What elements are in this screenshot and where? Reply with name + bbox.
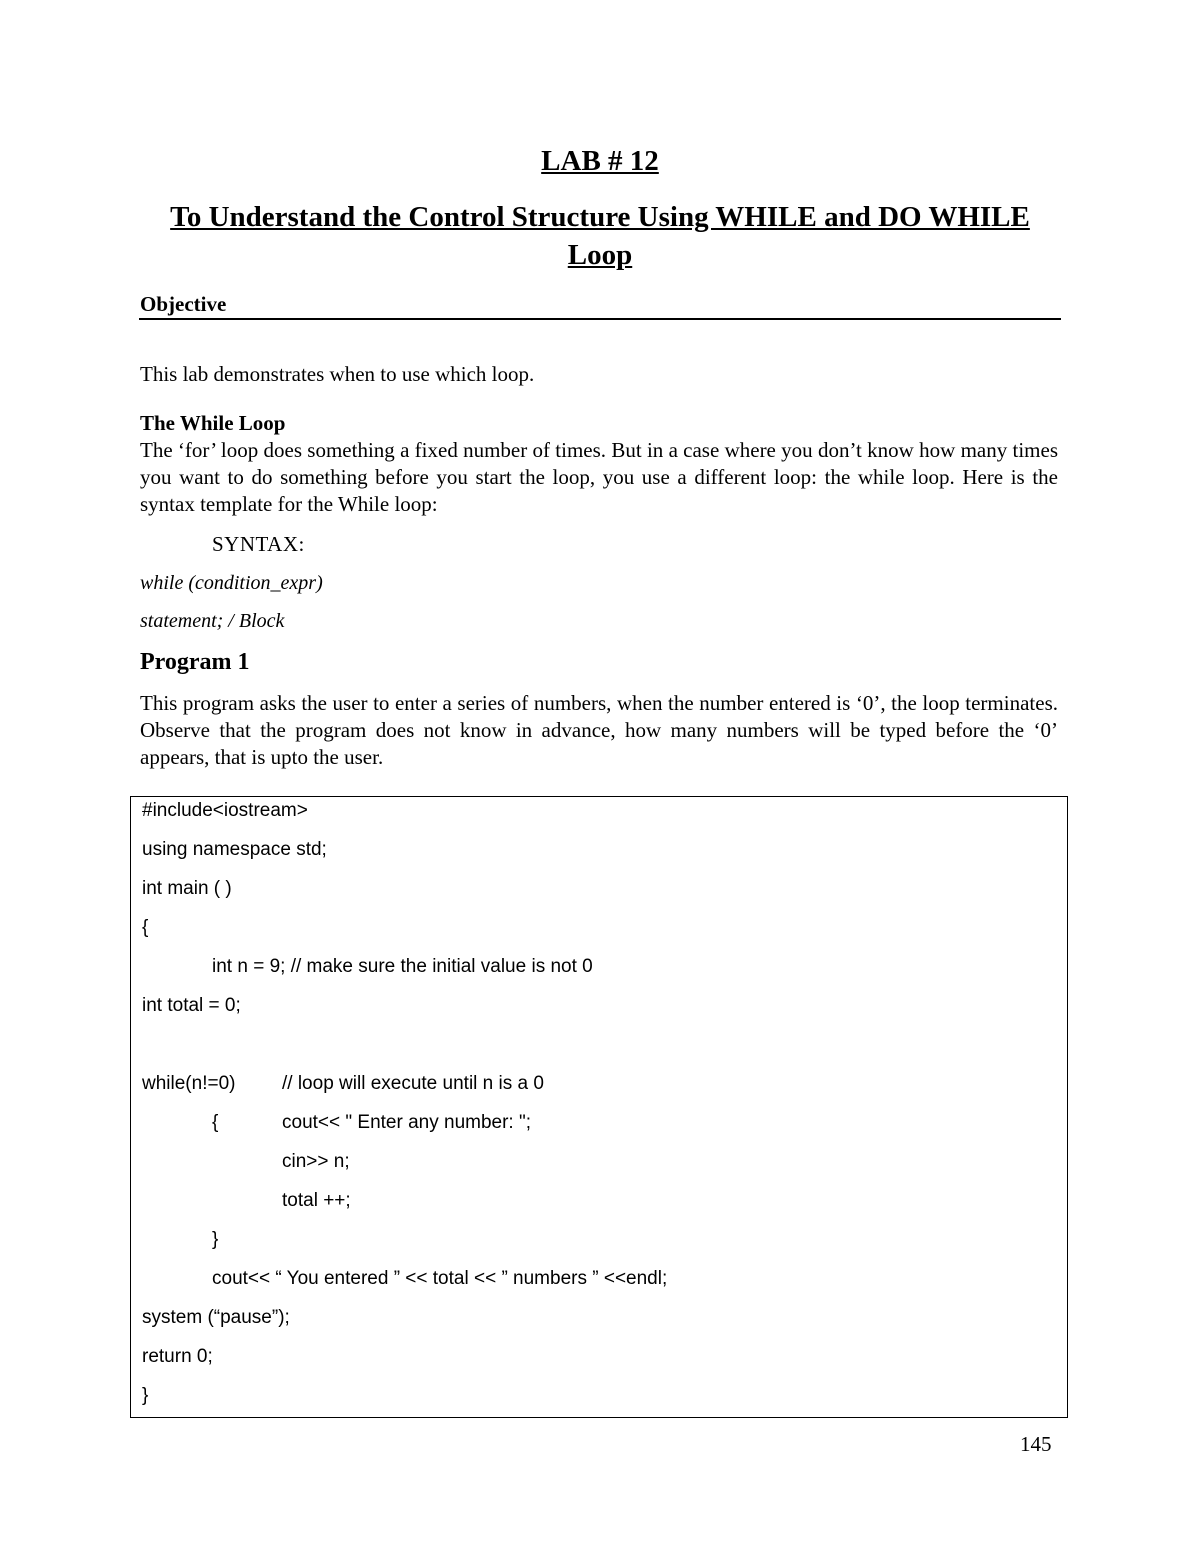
program-1-heading: Program 1 [140,649,250,675]
code-line: } [142,1385,149,1406]
code-comment: // loop will execute until n is a 0 [282,1073,544,1094]
code-line: cout<< “ You entered ” << total << ” numbers ” <<endl; [212,1268,668,1289]
code-line: using namespace std; [142,839,327,860]
while-loop-paragraph: The ‘for’ loop does something a fixed number of times. But in a case where you don’t know how many times you want to do something before you start the loop, you use a different loop: the while loop. Here is the syntax template for the While loop: [140,438,1058,516]
lab-title: To Understand the Control Structure Using WHILE and DO WHILE Loop [170,201,1030,271]
objective-text: This lab demonstrates when to use which loop. [140,362,535,386]
code-line: cout<< " Enter any number: "; [282,1112,532,1133]
syntax-statement-line: statement; / Block [140,610,285,632]
program-1-description: This program asks the user to enter a series of numbers, when the number entered is ‘0’, the loop terminates. Observe that the program does not know in advance, how many numbers will be typed before the ‘0’ appears, that is upto the user. [140,691,1058,769]
while-loop-heading: The While Loop [140,411,286,435]
syntax-while-line: while (condition_expr) [140,572,323,594]
code-line: int total = 0; [142,995,241,1016]
objective-divider [139,318,1061,320]
lab-number-heading: LAB # 12 [541,145,659,177]
syntax-label: SYNTAX: [212,532,305,556]
code-line: cin>> n; [282,1151,350,1172]
code-line: system (“pause”); [142,1307,290,1328]
code-line: int main ( ) [142,878,232,899]
code-line: total ++; [282,1190,351,1211]
code-line: #include<iostream> [142,800,308,821]
code-line: return 0; [142,1346,213,1367]
code-line: { [142,917,149,938]
code-line: } [212,1229,219,1250]
code-line: { [212,1112,219,1133]
objective-heading: Objective [140,292,227,316]
page-number: 145 [1020,1432,1052,1456]
code-line: int n = 9; // make sure the initial value is not 0 [212,956,593,977]
code-line: while(n!=0) [142,1073,236,1094]
